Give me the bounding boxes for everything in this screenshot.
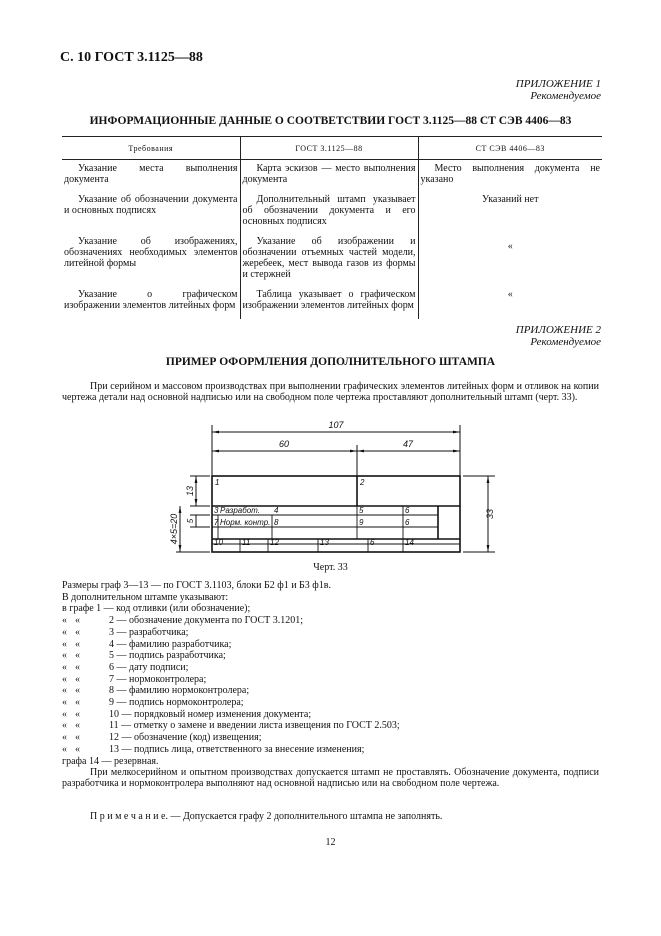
cell-6: 6 xyxy=(405,506,410,515)
ditto-mark: « xyxy=(75,626,80,638)
ditto-mark: « xyxy=(62,743,67,755)
ditto-mark: « xyxy=(62,615,67,627)
sizes-line: Размеры граф 3—13 — по ГОСТ 3.1103, блоки Б2 ф1 и Б3 ф1в. xyxy=(62,580,332,591)
list-item xyxy=(62,650,602,662)
table-cell: Дополнительный штамп указывает об обозначении документа и его основных подписях xyxy=(240,193,418,235)
note-text: — Допускается графу 2 дополнительного штампа не заполнять. xyxy=(167,811,443,822)
table-row xyxy=(62,288,602,319)
list-intro: В дополнительном штампе указывают: xyxy=(62,591,229,603)
stamp-drawing xyxy=(160,415,510,565)
ditto-mark: « xyxy=(75,708,80,720)
table-cell: Указание о графическом изображении элементов литейных форм xyxy=(64,289,238,311)
table-row xyxy=(62,160,602,194)
ditto-mark: « xyxy=(75,720,80,732)
cell-6-c: 6 xyxy=(370,538,375,547)
list-item-text: 5 — подпись разработчика; xyxy=(109,650,226,662)
header-gost: ГОСТ 3.1125—88 xyxy=(240,137,418,160)
cell-7: 7 xyxy=(214,518,219,527)
page-header: С. 10 ГОСТ 3.1125—88 xyxy=(60,50,203,65)
table-cell: Место выполнения документа не указано xyxy=(418,160,602,194)
cell-11: 11 xyxy=(242,538,251,547)
list-item xyxy=(62,709,602,721)
list-item xyxy=(62,674,602,686)
cell-14: 14 xyxy=(405,538,414,547)
dim-left: 60 xyxy=(278,439,290,449)
ditto-mark: « xyxy=(62,732,67,744)
cell-6-b: 6 xyxy=(405,518,410,527)
appendix-2-status: Рекомендуемое xyxy=(530,336,601,348)
table-cell: Указание об изображении и обозначении отъемных частей модели, жеребеек, мест вывода газов из формы и стержней xyxy=(240,235,418,288)
ditto-mark: « xyxy=(62,685,67,697)
list-item xyxy=(62,697,602,709)
ditto-mark: « xyxy=(62,650,67,662)
ditto-mark: « xyxy=(75,732,80,744)
table-cell: Указаний нет xyxy=(418,193,602,235)
dim-right: 47 xyxy=(402,439,414,449)
cell-9: 9 xyxy=(359,518,364,527)
cell-4: 4 xyxy=(274,506,279,515)
cell-2: 2 xyxy=(360,478,365,487)
cell-1: 1 xyxy=(215,478,220,487)
list-item xyxy=(62,685,602,697)
table-cell: Указание об изображениях, обозначениях необходимых элементов литейной формы xyxy=(64,236,238,269)
list-item xyxy=(62,720,602,732)
stamp-description xyxy=(62,580,602,767)
ditto-mark: « xyxy=(75,650,80,662)
table-cell: Указание места выполнения документа xyxy=(64,163,238,185)
list-item-text: 12 — обозначение (код) извещения; xyxy=(109,732,262,744)
ditto-mark: « xyxy=(62,673,67,685)
cell-12: 12 xyxy=(270,538,279,547)
list-item-text: 11 — отметку о замене и введении листа извещения по ГОСТ 2.503; xyxy=(109,720,400,732)
ditto-mark: « xyxy=(75,673,80,685)
cell-3-text: Разработ. xyxy=(220,506,260,515)
dim-total: 107 xyxy=(328,420,344,430)
dim-height: 33 xyxy=(485,508,495,520)
cell-13: 13 xyxy=(320,538,329,547)
appendix-1-number: ПРИЛОЖЕНИЕ 1 xyxy=(515,78,601,90)
list-item xyxy=(62,615,602,627)
cell-7-text: Норм. контр. xyxy=(220,518,271,527)
dim-row: 5 xyxy=(186,518,195,524)
list-item-text: 4 — фамилию разработчика; xyxy=(109,638,232,650)
ditto-mark: « xyxy=(62,661,67,673)
list-item-text: 9 — подпись нормоконтролера; xyxy=(109,697,244,709)
header-requirements: Требования xyxy=(62,137,240,160)
note xyxy=(62,811,599,822)
note-label: П р и м е ч а н и е. xyxy=(90,811,168,822)
cell-10: 10 xyxy=(214,538,223,547)
table-cell: « xyxy=(418,288,602,319)
dim-top-height: 13 xyxy=(185,485,195,497)
ditto-mark: « xyxy=(62,626,67,638)
table-cell: Карта эскизов — место выполнения документа xyxy=(240,160,418,194)
ditto-mark: « xyxy=(75,638,80,650)
appendix-2-label xyxy=(516,324,601,348)
list-item-text: 6 — дату подписи; xyxy=(109,661,189,673)
list-item-text: 8 — фамилию нормоконтролера; xyxy=(109,685,250,697)
cell-3: 3 xyxy=(214,506,219,515)
header-st-sev: СТ СЭВ 4406—83 xyxy=(418,137,602,160)
list-items xyxy=(62,615,602,755)
ditto-mark: « xyxy=(75,697,80,709)
table-row xyxy=(62,193,602,235)
table-cell: Таблица указывает о графическом изображении элементов литейных форм xyxy=(240,288,418,319)
ditto-mark: « xyxy=(62,638,67,650)
list-item-text: 3 — разработчика; xyxy=(109,626,189,638)
list-item xyxy=(62,744,602,756)
list-item-text: 13 — подпись лица, ответственного за внесение изменения; xyxy=(109,743,365,755)
title-stamp-example: ПРИМЕР ОФОРМЛЕНИЯ ДОПОЛНИТЕЛЬНОГО ШТАМПА xyxy=(165,356,496,368)
table-row xyxy=(62,235,602,288)
ditto-mark: « xyxy=(75,743,80,755)
list-item-text: 2 — обозначение документа по ГОСТ 3.1201; xyxy=(109,615,304,627)
ditto-mark: « xyxy=(75,661,80,673)
ditto-mark: « xyxy=(62,697,67,709)
ditto-mark: « xyxy=(62,708,67,720)
list-item xyxy=(62,732,602,744)
appendix-2-number: ПРИЛОЖЕНИЕ 2 xyxy=(515,324,601,336)
appendix-1-status: Рекомендуемое xyxy=(530,90,601,102)
ditto-mark: « xyxy=(75,615,80,627)
table-cell: « xyxy=(418,235,602,288)
list-item xyxy=(62,627,602,639)
figure-caption: Черт. 33 xyxy=(313,562,348,573)
ditto-mark: « xyxy=(62,720,67,732)
correspondence-table xyxy=(62,136,602,319)
cell-5: 5 xyxy=(359,506,364,515)
title-info-data: ИНФОРМАЦИОННЫЕ ДАННЫЕ О СООТВЕТСТВИИ ГОСТ 3.1125—88 СТ СЭВ 4406—83 xyxy=(89,115,572,127)
intro-paragraph: При серийном и массовом производствах при выполнении графических элементов литейных форм и отливок на копии чертежа детали над основной надписью или на свободном поле чертежа проставляют дополнительный штамп (черт. 33). xyxy=(62,381,599,403)
appendix-1-label xyxy=(516,78,601,102)
list-item-first: в графе 1 — код отливки (или обозначение); xyxy=(62,603,251,615)
list-item-last: графа 14 — резервная. xyxy=(62,755,159,767)
dim-rows: 4×5=20 xyxy=(169,513,179,545)
ditto-mark: « xyxy=(75,685,80,697)
list-item-text: 10 — порядковый номер изменения документа; xyxy=(109,708,312,720)
list-item-text: 7 — нормоконтролера; xyxy=(109,673,207,685)
list-item xyxy=(62,639,602,651)
list-item xyxy=(62,662,602,674)
table-cell: Указание об обозначении документа и основных подписях xyxy=(64,194,238,216)
table-header-row xyxy=(62,137,602,160)
cell-8: 8 xyxy=(274,518,279,527)
small-series-paragraph: При мелкосерийном и опытном производствах допускается штамп не проставлять. Обозначение документа, подписи разработчика и нормоконтролера выполняют над основной надписью или на свободном поле чертежа. xyxy=(62,767,599,789)
page-number: 12 xyxy=(325,837,336,848)
